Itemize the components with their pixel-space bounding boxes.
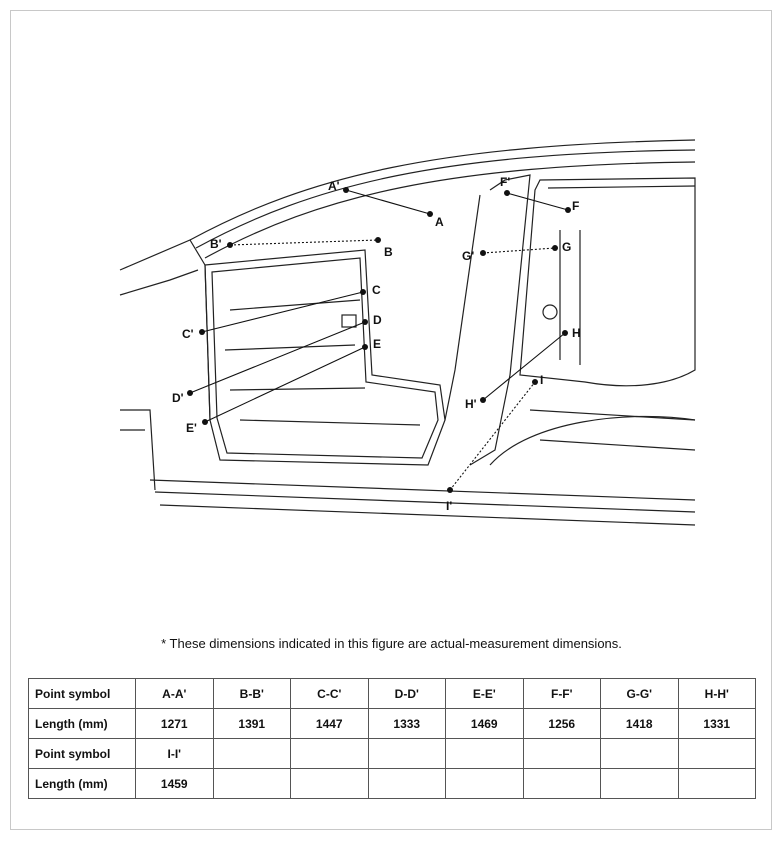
table-cell [601,769,679,799]
point-label-e-prime: E' [186,421,197,435]
table-cell [213,739,291,769]
table-cell [368,769,446,799]
front-door-opening [205,250,445,465]
table-cell: 1469 [446,709,524,739]
table-row [29,769,756,799]
point-label-e: E [373,337,382,351]
point-label-f: F [572,199,580,213]
table-cell: 1256 [523,709,601,739]
body-side-diagram [110,120,700,550]
measurement-note: * These dimensions indicated in this figure are actual-measurement dimensions. [161,636,622,651]
point-label-b: B [384,245,393,259]
point-label-b-prime: B' [210,237,222,251]
table-cell [446,739,524,769]
table-cell: H-H' [678,679,756,709]
table-cell: I-I' [136,739,214,769]
table-cell: B-B' [213,679,291,709]
table-cell: 1447 [291,709,369,739]
b-pillar [470,175,530,465]
a-pillar [120,240,210,420]
point-label-h: H [572,326,581,340]
point-label-c-prime: C' [182,327,194,341]
row-header: Length (mm) [29,769,136,799]
table-cell: 1333 [368,709,446,739]
table-row [29,739,756,769]
dimension-table [28,678,756,799]
row-header: Point symbol [29,739,136,769]
table-cell: 1459 [136,769,214,799]
point-label-f-prime: F' [500,175,511,189]
table-cell [291,739,369,769]
table-cell: G-G' [601,679,679,709]
table-cell: D-D' [368,679,446,709]
table-cell: 1418 [601,709,679,739]
body-side-drawing [110,120,700,550]
table-cell [523,739,601,769]
table-cell [523,769,601,799]
table-cell [678,739,756,769]
table-cell: F-F' [523,679,601,709]
point-label-a: A [435,215,444,229]
table-cell: A-A' [136,679,214,709]
table-cell: 1391 [213,709,291,739]
rear-door-opening [520,178,695,386]
table-row [29,679,756,709]
table-cell [213,769,291,799]
point-label-g-prime: G' [462,249,475,263]
side-sill [150,480,695,500]
point-label-a-prime: A' [328,179,340,193]
point-label-g: G [562,240,572,254]
table-cell [678,769,756,799]
point-label-c: C [372,283,381,297]
table-row [29,709,756,739]
point-label-i: I [540,373,544,387]
row-header: Point symbol [29,679,136,709]
table-cell [601,739,679,769]
table-cell [446,769,524,799]
table-cell: 1331 [678,709,756,739]
table-cell [368,739,446,769]
point-label-i-prime: I' [446,499,453,513]
table-cell: E-E' [446,679,524,709]
point-label-d-prime: D' [172,391,184,405]
table-cell: C-C' [291,679,369,709]
table-cell [291,769,369,799]
table-cell: 1271 [136,709,214,739]
row-header: Length (mm) [29,709,136,739]
point-label-d: D [373,313,382,327]
point-label-h-prime: H' [465,397,477,411]
